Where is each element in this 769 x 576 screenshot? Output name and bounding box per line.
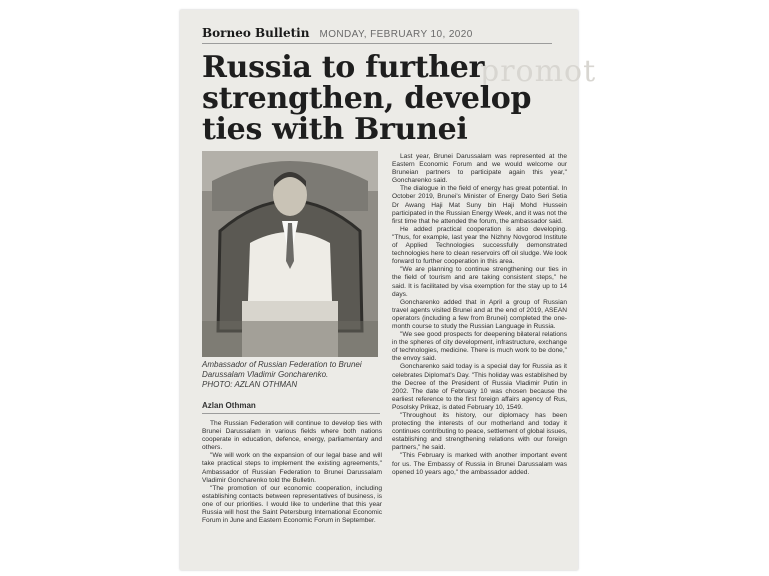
paragraph: "The promotion of our economic cooperation, including establishing contacts between representatives of business, is one of our priorities. I would like to underline that this year Russia will host the Saint Petersburg International Economic Forum in June and Eastern Economic Forum in September. xyxy=(202,484,382,525)
article-column-right xyxy=(392,153,567,477)
paragraph: Goncharenko added that in April a group of Russian travel agents visited Brunei and at the end of 2019, ASEAN operators (including a few from Brunei) completed the one-month course to study the Russian Language in Russia. xyxy=(392,298,567,330)
article-headline xyxy=(202,52,542,145)
paragraph: The Russian Federation will continue to develop ties with Brunei Darussalam in various fields where both nations cooperate in education, defence, energy, parliamentary and others. xyxy=(202,420,382,452)
byline: Azlan Othman xyxy=(202,401,256,410)
ambassador-photo xyxy=(202,151,378,357)
paragraph: "This February is marked with another important event for us. The Embassy of Russia in Brunei Darussalam was opened 10 years ago," the ambassador added. xyxy=(392,452,567,476)
paragraph: "We see good prospects for deepening bilateral relations in the spheres of city development, infrastructure, exchange of technologies, medicine. There is much work to be done," the envoy said. xyxy=(392,331,567,363)
headline-line: Russia to further xyxy=(202,50,485,85)
paragraph: Goncharenko said today is a special day for Russia as it celebrates Diplomat's Day. "This holiday was established by the Decree of the President of Russia Vladimir Putin in 2002. The date of February 10 was chosen because the earliest reference to the first foreign affairs agency of Rus, Posolsky Prikaz, is dated February 10, 1549. xyxy=(392,363,567,411)
masthead xyxy=(202,26,473,40)
paragraph: Last year, Brunei Darussalam was represented at the Eastern Economic Forum and we would welcome our Bruneian partners to participate again this year," Goncharenko said. xyxy=(392,153,567,185)
paragraph: "We will work on the expansion of our legal base and will take practical steps to implement the existing agreements," Ambassador of Russian Federation to Brunei Darussalam Vladimir Goncharenko told the Bulletin. xyxy=(202,452,382,484)
publication-name: Borneo Bulletin xyxy=(202,26,310,40)
newspaper-clipping xyxy=(180,10,597,570)
photo-caption xyxy=(202,360,380,390)
paragraph: He added practical cooperation is also developing. "Thus, for example, last year the Nizhny Novgorod Institute of Applied Technologies successfully demonstrated technologies here to clean reservoirs off oil sludge. We look forward to further cooperation in this area. xyxy=(392,225,567,266)
masthead-divider xyxy=(202,43,552,44)
paragraph: The dialogue in the field of energy has great potential. In October 2019, Brunei's Minister of Energy Dato Seri Setia Dr Awang Haji Mat Suny bin Haji Mohd Hussein participated in the Russian Energy Week, and it was not the first time that he attended the forum, the ambassador said. xyxy=(392,185,567,225)
caption-line: Darussalam Vladimir Goncharenko. xyxy=(202,370,329,379)
paragraph: "We are planning to continue strengthening our ties in the field of tourism and are taking consistent steps," he said. It is facilitated by visa exemption for the stay up to 14 days. xyxy=(392,266,567,298)
byline-divider xyxy=(202,413,380,414)
headline-line: ties with Brunei xyxy=(202,112,468,147)
background-bleed-text: promot xyxy=(480,54,597,89)
paragraph: "Throughout its history, our diplomacy has been protecting the interests of our motherland and today it continues contributing to peace, settlement of global issues, establishing and strengthening relations with our foreign partners," he said. xyxy=(392,412,567,452)
caption-line: Ambassador of Russian Federation to Brunei xyxy=(202,360,362,369)
article-column-left xyxy=(202,420,382,525)
caption-credit: PHOTO: AZLAN OTHMAN xyxy=(202,380,298,389)
headline-line: strengthen, develop xyxy=(202,81,532,116)
publication-date: MONDAY, FEBRUARY 10, 2020 xyxy=(319,29,473,40)
